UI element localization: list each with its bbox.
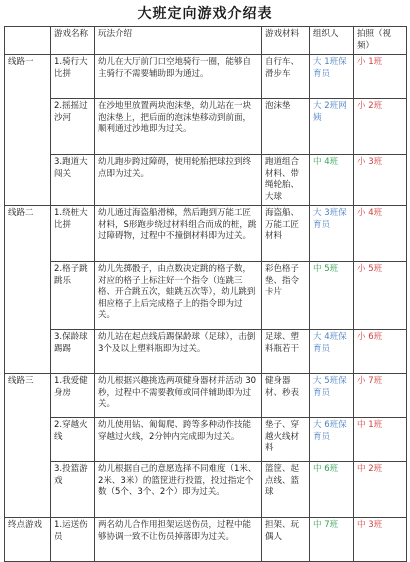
game-rule: 两名幼儿合作用担架运送伤员，过程中能够协调一致不让伤员掉落即为过关。 (95, 518, 262, 562)
game-organizer: 中 6班 (310, 462, 354, 518)
header-route (5, 27, 51, 55)
game-name: 1.我爱健身房 (51, 374, 95, 418)
table-row (5, 99, 407, 155)
game-organizer: 大 1班保育员 (310, 55, 354, 99)
table-row (5, 518, 407, 562)
game-organizer: 中 7班 (310, 518, 354, 562)
game-rule: 幼儿根据自己的意愿选择不同难度（1米、2米、3米）的篮筐进行投篮，投过指定个数（5个、3个、2个）即为过关。 (95, 462, 262, 518)
table-row (5, 418, 407, 462)
game-photo: 小 7班 (354, 374, 407, 418)
game-material: 海盗船、万能工匠材料 (262, 206, 310, 262)
route-cell: 线路三 (5, 374, 51, 518)
game-material: 担架、玩偶人 (262, 518, 310, 562)
game-material: 垫子、穿越火线材料 (262, 418, 310, 462)
game-material: 彩色格子垫、指令卡片 (262, 262, 310, 330)
game-photo: 小 6班 (354, 330, 407, 374)
table-row (5, 330, 407, 374)
game-photo: 小 3班 (354, 155, 407, 206)
header-row (5, 27, 407, 55)
game-table (4, 26, 407, 562)
game-name: 1.绕桩大比拼 (51, 206, 95, 262)
document-title: 大班定向游戏介绍表 (137, 6, 273, 22)
game-rule: 幼儿跑步跨过障碍，使用轮胎把球拉到终点即为过关。 (95, 155, 262, 206)
table-row (5, 462, 407, 518)
route-cell: 线路二 (5, 206, 51, 374)
route-cell: 线路一 (5, 55, 51, 206)
game-name: 2.摇摇过沙河 (51, 99, 95, 155)
game-organizer: 中 5班 (310, 262, 354, 330)
header-materials: 游戏材料 (262, 27, 310, 55)
game-name: 3.投篮游戏 (51, 462, 95, 518)
game-material: 足球、塑料瓶若干 (262, 330, 310, 374)
table-row (5, 155, 407, 206)
game-photo: 小 4班 (354, 206, 407, 262)
route-cell: 终点游戏 (5, 518, 51, 562)
game-organizer: 大 5班保育员 (310, 374, 354, 418)
game-name: 1.骑行大比拼 (51, 55, 95, 99)
game-material: 篮筐、起点线、篮球 (262, 462, 310, 518)
game-photo: 中 3班 (354, 518, 407, 562)
header-rules: 玩法介绍 (95, 27, 262, 55)
header-organizer: 组织人 (310, 27, 354, 55)
game-name: 3.跑道大闯关 (51, 155, 95, 206)
game-rule: 幼儿在大厅前门口空地骑行一圈，能够自主骑行不需要辅助即为通过。 (95, 55, 262, 99)
game-rule: 幼儿先掷骰子，由点数决定跳的格子数，对应的格子上标注好一个指令（连跳三格、开合跳五次，蛙跳五次等），幼儿跳到相应格子上后完成格子上的指令即为过关。 (95, 262, 262, 330)
game-organizer: 大 2班网姨 (310, 99, 354, 155)
game-material: 泡沫垫 (262, 99, 310, 155)
game-organizer: 大 6班保育员 (310, 418, 354, 462)
game-material: 跑道组合材料、带绳轮胎、大球 (262, 155, 310, 206)
game-photo: 小 5班 (354, 262, 407, 330)
game-rule: 幼儿站在起点线后踢保龄球（足球），击倒 3个及以上塑料瓶即为过关。 (95, 330, 262, 374)
game-organizer: 中 4班 (310, 155, 354, 206)
game-photo: 小 2班 (354, 99, 407, 155)
table-row (5, 55, 407, 99)
game-name: 3.保龄球踢踢 (51, 330, 95, 374)
game-name: 2.穿越火线 (51, 418, 95, 462)
table-row (5, 262, 407, 330)
header-photo: 拍照（视频） (354, 27, 407, 55)
game-material: 健身器材、秒表 (262, 374, 310, 418)
game-name: 2.格子跳跳乐 (51, 262, 95, 330)
game-rule: 幼儿通过海盗船滑梯，然后跑到万能工匠材料，S形跑步绕过材料组合而成的桩，跳过障碍物，过程中不撞倒材料即为过关。 (95, 206, 262, 262)
game-organizer: 大 3班保育员 (310, 206, 354, 262)
table-row (5, 206, 407, 262)
game-material: 自行车、滑步车 (262, 55, 310, 99)
game-photo: 中 1班 (354, 418, 407, 462)
game-rule: 幼儿根据兴趣挑选两项健身器材并活动 30秒，过程中不需要教师或同伴辅助即为过关。 (95, 374, 262, 418)
game-name: 1.运送伤员 (51, 518, 95, 562)
game-organizer: 大 4班保育员 (310, 330, 354, 374)
header-game-name: 游戏名称 (51, 27, 95, 55)
game-photo: 中 2班 (354, 462, 407, 518)
game-photo: 小 1班 (354, 55, 407, 99)
table-row (5, 374, 407, 418)
game-rule: 在沙地里放置两块泡沫垫，幼儿站在一块泡沫垫上，把后面的泡沫垫移动到前面，顺利通过沙地即为过关。 (95, 99, 262, 155)
game-rule: 幼儿使用钻、匍匐爬、跨等多种动作技能穿越过火线，2分钟内完成即为过关。 (95, 418, 262, 462)
